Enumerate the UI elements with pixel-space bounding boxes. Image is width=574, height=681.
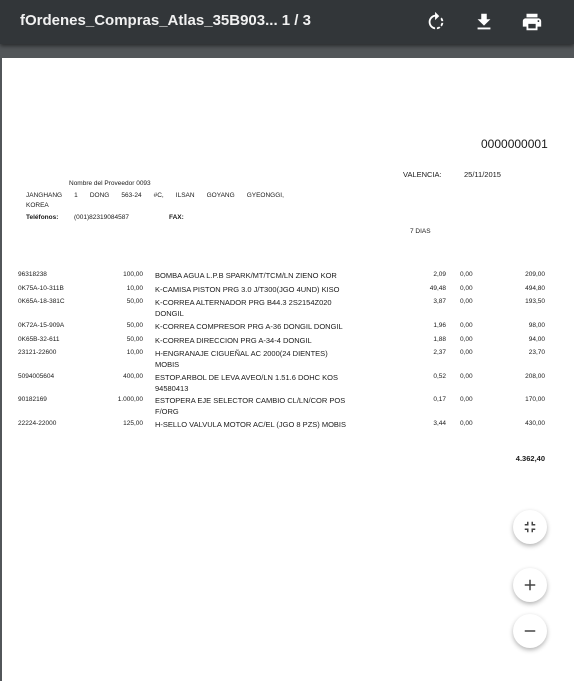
zoom-out-button[interactable] <box>513 614 547 648</box>
address-word: ILSAN <box>175 192 195 199</box>
phones-label: Teléfonos: <box>26 214 59 221</box>
zoom-out-icon <box>521 622 539 640</box>
line-discount: 0,00 <box>460 285 473 292</box>
zoom-in-button[interactable] <box>513 568 547 602</box>
line-code: 0K65A-18-381C <box>18 298 65 305</box>
line-quantity: 50,00 <box>126 322 143 329</box>
line-quantity: 10,00 <box>126 349 143 356</box>
line-code: 96318238 <box>18 271 47 278</box>
line-description: K-CAMISA PISTON PRG 3.0 J/T300(JGO 4UND) KISO <box>155 285 340 294</box>
line-discount: 0,00 <box>460 336 473 343</box>
pdf-page <box>2 58 574 681</box>
line-amount: 23,70 <box>528 349 545 356</box>
line-description-cont: F/ORG <box>155 407 179 416</box>
line-unit-price: 0,17 <box>433 396 446 403</box>
line-discount: 0,00 <box>460 271 473 278</box>
line-amount: 430,00 <box>525 420 545 427</box>
line-description: H-ENGRANAJE CIGUEÑAL AC 2000(24 DIENTES) <box>155 349 328 358</box>
line-description-cont: 94580413 <box>155 384 189 393</box>
file-name: fOrdenes_Compras_Atlas_35B903... <box>20 12 278 29</box>
line-code: 5094005604 <box>18 373 55 380</box>
line-amount: 170,00 <box>525 396 545 403</box>
address-word: GYEONGGI, <box>246 192 284 199</box>
line-description: BOMBA AGUA L.P.B SPARK/MT/TCM/LN ZIENO KOR <box>155 271 337 280</box>
line-code: 23121-22600 <box>18 349 57 356</box>
line-unit-price: 2,37 <box>433 349 446 356</box>
address-word: GOYANG <box>206 192 235 199</box>
line-unit-price: 3,87 <box>433 298 446 305</box>
line-discount: 0,00 <box>460 396 473 403</box>
fit-to-page-icon <box>521 518 539 536</box>
supplier-name: Nombre del Proveedor 0093 <box>69 180 151 187</box>
line-discount: 0,00 <box>460 420 473 427</box>
line-discount: 0,00 <box>460 373 473 380</box>
line-quantity: 1.000,00 <box>117 396 143 403</box>
line-unit-price: 1,96 <box>433 322 446 329</box>
phones-value: (001)82319084587 <box>74 214 129 221</box>
address-word: 563-24 <box>121 192 142 199</box>
line-amount: 209,00 <box>525 271 545 278</box>
line-amount: 494,80 <box>525 285 545 292</box>
address-word: #C, <box>153 192 164 199</box>
line-amount: 94,00 <box>528 336 545 343</box>
line-quantity: 10,00 <box>126 285 143 292</box>
line-description: H-SELLO VALVULA MOTOR AC/EL (JGO 8 PZS) MOBIS <box>155 420 347 429</box>
line-description: K-CORREA DIRECCION PRG A-34-4 DONGIL <box>155 336 312 345</box>
fit-to-page-button[interactable] <box>513 510 547 544</box>
line-code: 90182169 <box>18 396 47 403</box>
line-unit-price: 2,09 <box>433 271 446 278</box>
line-code: 0K72A-15-909A <box>18 322 65 329</box>
line-description-cont: DONGIL <box>155 309 184 318</box>
line-code: 0K65B-32-611 <box>18 336 60 343</box>
line-unit-price: 49,48 <box>429 285 446 292</box>
pdf-viewer[interactable] <box>0 44 574 681</box>
city-label: VALENCIA: <box>403 170 442 179</box>
line-description: K-CORREA ALTERNADOR PRG B44.3 2S2154Z020 <box>155 298 332 307</box>
payment-terms: 7 DIAS <box>410 228 431 235</box>
print-icon <box>521 11 543 33</box>
line-amount: 98,00 <box>528 322 545 329</box>
line-unit-price: 1,88 <box>433 336 446 343</box>
line-quantity: 125,00 <box>123 420 143 427</box>
address-word: DONG <box>89 192 110 199</box>
line-code: 0K75A-10-311B <box>18 285 64 292</box>
pdf-toolbar <box>0 0 574 44</box>
line-quantity: 400,00 <box>123 373 143 380</box>
rotate-button[interactable] <box>425 11 447 33</box>
line-unit-price: 3,44 <box>433 420 446 427</box>
line-quantity: 100,00 <box>123 271 143 278</box>
download-icon <box>473 11 495 33</box>
zoom-in-icon <box>521 576 539 594</box>
line-description-cont: MOBIS <box>155 360 180 369</box>
line-amount: 193,50 <box>525 298 545 305</box>
line-description: K-CORREA COMPRESOR PRG A-36 DONGIL DONGIL <box>155 322 343 331</box>
address-word: 1 <box>74 192 78 199</box>
line-quantity: 50,00 <box>126 336 143 343</box>
fax-label: FAX: <box>169 214 184 221</box>
document-date: 25/11/2015 <box>464 170 501 179</box>
print-button[interactable] <box>521 11 543 33</box>
line-unit-price: 0,52 <box>433 373 446 380</box>
line-description: ESTOP.ARBOL DE LEVA AVEO/LN 1.51.6 DOHC KOS <box>155 373 338 382</box>
line-quantity: 50,00 <box>126 298 143 305</box>
line-description: ESTOPERA EJE SELECTOR CAMBIO CL/LN/COR POS <box>155 396 346 405</box>
address-word: JANGHANG <box>26 192 63 199</box>
line-code: 22224-22000 <box>18 420 57 427</box>
rotate-icon <box>425 11 447 33</box>
order-total: 4.362,40 <box>515 454 545 463</box>
line-discount: 0,00 <box>460 298 473 305</box>
document-number: 0000000001 <box>481 137 548 151</box>
line-amount: 208,00 <box>525 373 545 380</box>
line-discount: 0,00 <box>460 322 473 329</box>
line-discount: 0,00 <box>460 349 473 356</box>
download-button[interactable] <box>473 11 495 33</box>
supplier-address-line2: KOREA <box>26 202 49 209</box>
supplier-address-line1 <box>26 192 284 199</box>
document-title <box>20 12 311 29</box>
page-indicator: 1 / 3 <box>281 12 311 29</box>
